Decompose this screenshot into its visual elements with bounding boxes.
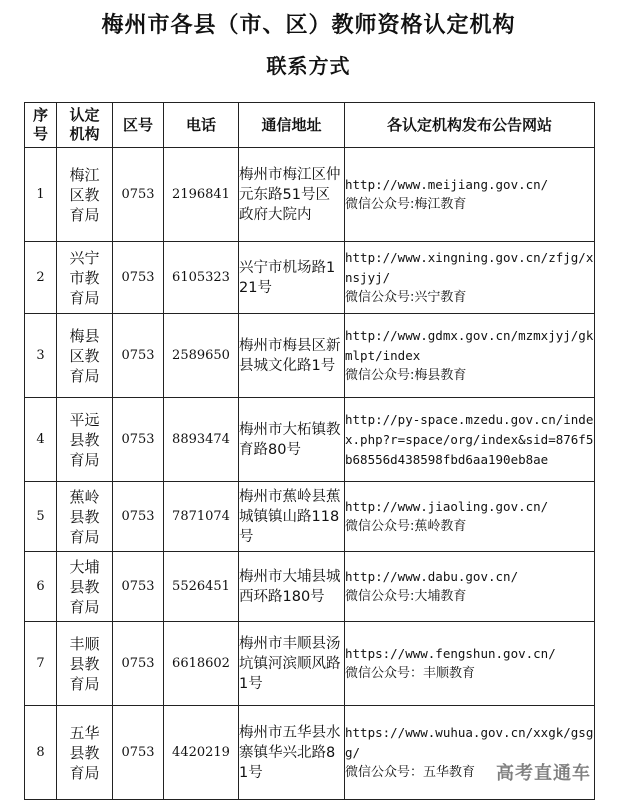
website-link[interactable]: http://www.jiaoling.gov.cn/	[345, 498, 549, 514]
row-area-code: 0753	[113, 482, 164, 552]
row-address: 梅州市梅江区仲元东路51号区政府大院内	[239, 148, 345, 242]
row-area-code: 0753	[113, 148, 164, 242]
website-link[interactable]: https://www.fengshun.gov.cn/	[345, 645, 556, 661]
table-row	[25, 622, 595, 706]
row-institution: 丰顺县教育局	[57, 622, 113, 706]
contacts-table	[24, 102, 595, 800]
row-institution: 大埔县教育局	[57, 552, 113, 622]
row-institution: 五华县教育局	[57, 706, 113, 800]
row-address: 梅州市五华县水寨镇华兴北路81号	[239, 706, 345, 800]
row-address: 梅州市蕉岭县蕉城镇镇山路118号	[239, 482, 345, 552]
row-institution: 蕉岭县教育局	[57, 482, 113, 552]
row-seq: 5	[25, 482, 57, 552]
row-institution: 兴宁市教育局	[57, 242, 113, 314]
row-seq: 4	[25, 398, 57, 482]
website-link[interactable]: http://www.dabu.gov.cn/	[345, 568, 519, 584]
row-address: 梅州市梅县区新县城文化路1号	[239, 314, 345, 398]
website-link[interactable]: http://www.gdmx.gov.cn/mzmxjyj/gkmlpt/index	[345, 327, 594, 363]
row-website	[345, 314, 595, 398]
row-area-code: 0753	[113, 622, 164, 706]
row-seq: 3	[25, 314, 57, 398]
row-phone: 2589650	[164, 314, 239, 398]
row-seq: 8	[25, 706, 57, 800]
row-address: 梅州市大埔县城西环路180号	[239, 552, 345, 622]
wechat-account: 微信公众号:梅江教育	[345, 196, 467, 212]
row-phone: 6618602	[164, 622, 239, 706]
watermark: 高考直通车	[496, 763, 591, 784]
header-website: 各认定机构发布公告网站	[345, 103, 595, 148]
row-website	[345, 148, 595, 242]
header-seq: 序号	[25, 103, 57, 148]
wechat-account: 微信公众号:梅县教育	[345, 367, 467, 383]
website-link[interactable]: http://py-space.mzedu.gov.cn/index.php?r=space/org/index&sid=876f5b68556d438598fbd6aa190eb8ae	[345, 411, 594, 467]
table-row	[25, 482, 595, 552]
row-website	[345, 706, 595, 800]
row-phone: 4420219	[164, 706, 239, 800]
row-phone: 6105323	[164, 242, 239, 314]
row-seq: 1	[25, 148, 57, 242]
table-row	[25, 706, 595, 800]
row-seq: 2	[25, 242, 57, 314]
row-website	[345, 398, 595, 482]
row-website	[345, 552, 595, 622]
table-row	[25, 552, 595, 622]
row-address: 兴宁市机场路121号	[239, 242, 345, 314]
website-link[interactable]: https://www.wuhua.gov.cn/xxgk/gsgg/	[345, 724, 594, 760]
header-area-code: 区号	[113, 103, 164, 148]
row-institution: 梅江区教育局	[57, 148, 113, 242]
table-row	[25, 148, 595, 242]
row-area-code: 0753	[113, 242, 164, 314]
row-area-code: 0753	[113, 314, 164, 398]
row-seq: 6	[25, 552, 57, 622]
header-address: 通信地址	[239, 103, 345, 148]
row-address: 梅州市大柘镇教育路80号	[239, 398, 345, 482]
row-phone: 7871074	[164, 482, 239, 552]
wechat-account: 微信公众号:蕉岭教育	[345, 518, 467, 534]
row-area-code: 0753	[113, 398, 164, 482]
wechat-account: 微信公众号:兴宁教育	[345, 289, 467, 305]
row-phone: 5526451	[164, 552, 239, 622]
document-subtitle: 联系方式	[266, 54, 351, 78]
row-area-code: 0753	[113, 706, 164, 800]
row-website	[345, 242, 595, 314]
wechat-account: 微信公众号:大埔教育	[345, 588, 467, 604]
table-header-row	[25, 103, 595, 148]
wechat-account: 微信公众号：五华教育	[345, 764, 476, 780]
row-phone: 2196841	[164, 148, 239, 242]
wechat-account: 微信公众号：丰顺教育	[345, 665, 476, 681]
row-website	[345, 482, 595, 552]
row-institution: 平远县教育局	[57, 398, 113, 482]
row-address: 梅州市丰顺县汤坑镇河滨顺风路1号	[239, 622, 345, 706]
header-institution: 认定机构	[57, 103, 113, 148]
row-website	[345, 622, 595, 706]
document-title: 梅州市各县（市、区）教师资格认定机构	[101, 13, 516, 38]
header-phone: 电话	[164, 103, 239, 148]
website-link[interactable]: http://www.xingning.gov.cn/zfjg/xnsjyj/	[345, 249, 594, 285]
table-row	[25, 314, 595, 398]
table-row	[25, 398, 595, 482]
row-institution: 梅县区教育局	[57, 314, 113, 398]
website-link[interactable]: http://www.meijiang.gov.cn/	[345, 176, 549, 192]
row-phone: 8893474	[164, 398, 239, 482]
row-area-code: 0753	[113, 552, 164, 622]
row-seq: 7	[25, 622, 57, 706]
table-row	[25, 242, 595, 314]
